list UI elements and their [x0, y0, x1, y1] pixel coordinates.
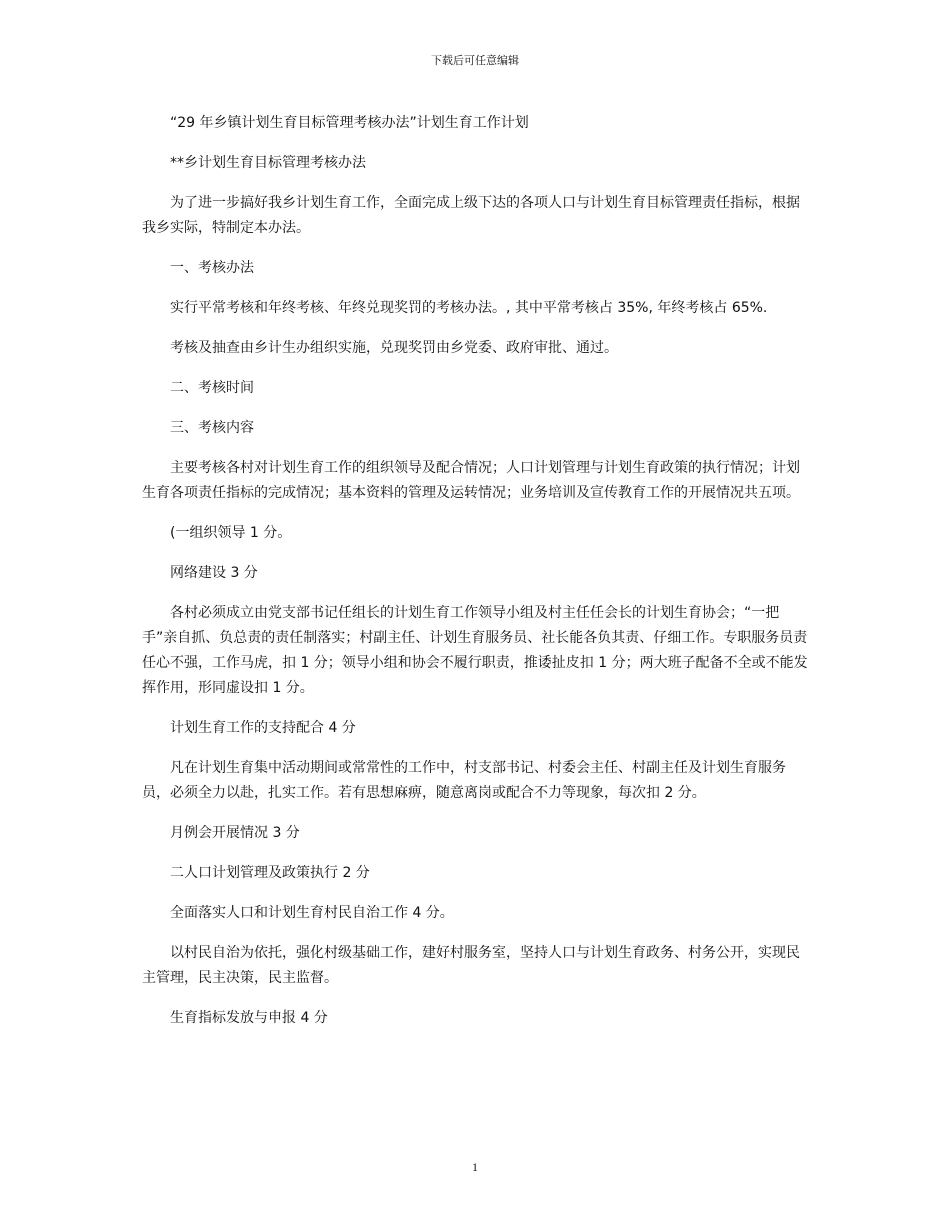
document-title: “29 年乡镇计划生育目标管理考核办法”计划生育工作计划 [170, 115, 529, 131]
paragraph-method: 实行平常考核和年终考核、年终兑现奖罚的考核办法。, 其中平常考核占 35%, 年终考核占 65%. [170, 300, 768, 316]
subsection-support: 计划生育工作的支持配合 4 分 [170, 720, 356, 736]
subsection-network: 网络建设 3 分 [170, 565, 258, 581]
paragraph-implementation: 考核及抽查由乡计生办组织实施，兑现奖罚由乡党委、政府审批、通过。 [170, 340, 618, 356]
page-header-note: 下载后可任意编辑 [431, 54, 519, 67]
paragraph-intro: 为了进一步搞好我乡计划生育工作，全面完成上级下达的各项人口与计划生育目标管理责任指标，根据我乡实际，特制定本办法。 [142, 195, 800, 236]
document-subtitle: **乡计划生育目标管理考核办法 [170, 155, 366, 171]
subsection-village-autonomy: 全面落实人口和计划生育村民自治工作 4 分。 [170, 905, 454, 921]
subsection-population-policy: 二人口计划管理及政策执行 2 分 [170, 865, 370, 881]
paragraph-autonomy-detail: 以村民自治为依托，强化村级基础工作，建好村服务室，坚持人口与计划生育政务、村务公开，实现民主管理，民主决策，民主监督。 [142, 945, 800, 986]
paragraph-support-detail: 凡在计划生育集中活动期间或常常性的工作中，村支部书记、村委会主任、村副主任及计划生育服务员，必须全力以赴，扎实工作。若有思想麻痹，随意离岗或配合不力等现象，每次扣 2 分。 [142, 760, 786, 801]
section-heading-3: 三、考核内容 [170, 420, 254, 436]
subsection-birth-quota: 生育指标发放与申报 4 分 [170, 1010, 328, 1026]
document-body [142, 111, 810, 1046]
paragraph-network-detail: 各村必须成立由党支部书记任组长的计划生育工作领导小组及村主任任会长的计划生育协会；“一把手”亲自抓、负总责的责任制落实；村副主任、计划生育服务员、社长能各负其责、仔细工作。专职服务员责任心不强，工作马虎，扣 1 分；领导小组和协会不履行职责，推诿扯皮扣 1 分；两大班子配备不全或不能发挥作用，形同虚设扣 1 分。 [142, 605, 808, 696]
subsection-organization: (一组织领导 1 分。 [170, 525, 292, 541]
section-heading-2: 二、考核时间 [170, 380, 254, 396]
paragraph-content-summary: 主要考核各村对计划生育工作的组织领导及配合情况；人口计划管理与计划生育政策的执行情况；计划生育各项责任指标的完成情况；基本资料的管理及运转情况；业务培训及宣传教育工作的开展情况共五项。 [142, 460, 800, 501]
subsection-monthly-meeting: 月例会开展情况 3 分 [170, 825, 300, 841]
section-heading-1: 一、考核办法 [170, 260, 254, 276]
page-number: 1 [472, 1160, 478, 1174]
